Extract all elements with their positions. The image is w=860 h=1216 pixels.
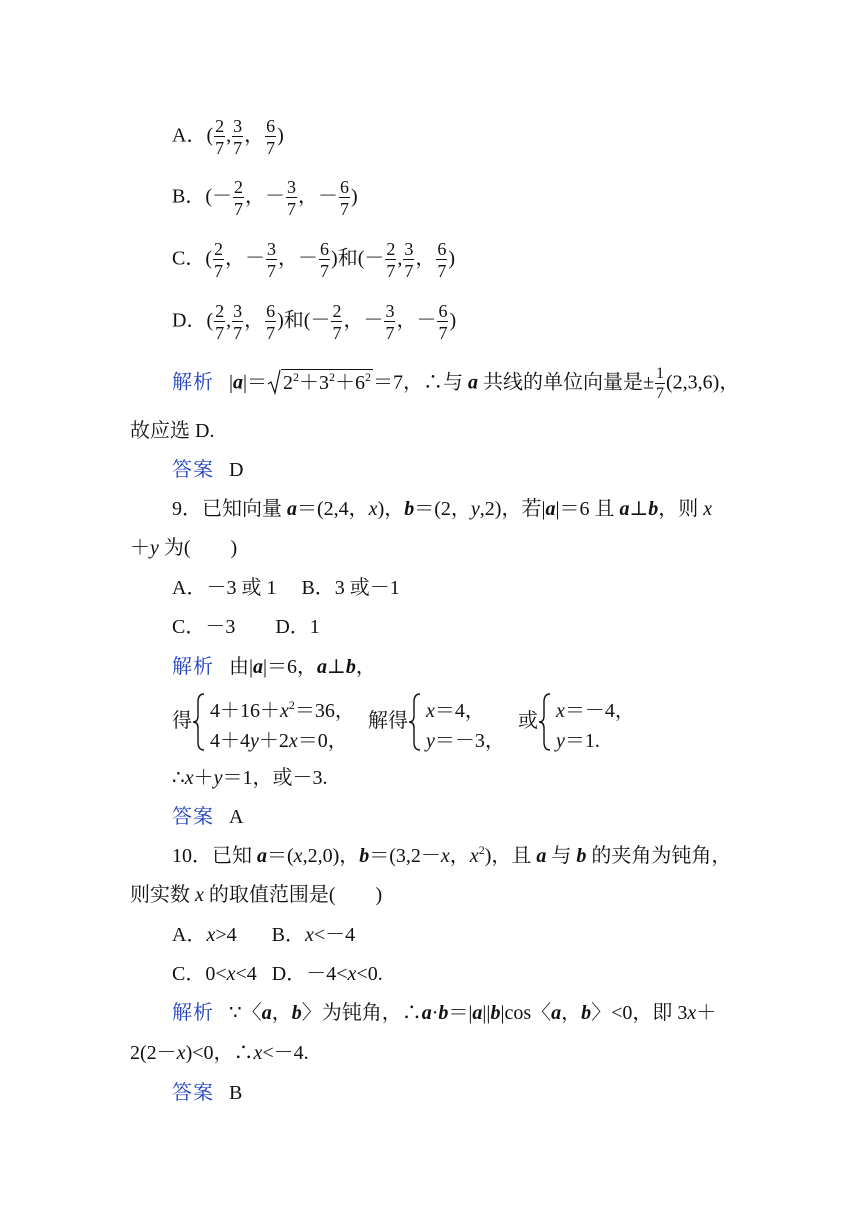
answer-label: 答案 (172, 806, 214, 828)
q9-stem-line2: ＋y 为( ) (130, 537, 238, 559)
q9-answer: 答案 A (172, 806, 244, 828)
q10-analysis: 解析 ∵〈a，b〉为钝角，∴a·b＝|a||b|cos〈a，b〉<0，即 3x＋ (172, 1002, 717, 1024)
analysis-label: 解析 (172, 656, 214, 678)
q10-options-ab: A．x>4 B．x<－4 (172, 924, 356, 946)
q10-stem-line1: 10．已知 a＝(x,2,0)，b＝(3,2－x，$x^2$)，且 a 与 b 的夹角为钝角， (172, 843, 732, 867)
analysis-label: 解析 (172, 1002, 214, 1024)
q9-huo: 或 (518, 710, 538, 732)
q10-stem-line2: 则实数 x 的取值范围是( ) (130, 884, 383, 906)
analysis-label: 解析 (172, 371, 214, 394)
q9-conclusion: ∴x＋y＝1，或－3. (172, 767, 328, 789)
q9-de: 得 (172, 710, 192, 732)
q10-analysis-line2: 2(2－x)<0，∴x<－4. (130, 1042, 309, 1064)
q8-option-a: A．( $\frac{2}{7}$ , $\frac{3}{7}$ ， $\frac{6}{7}$ ) (172, 116, 284, 158)
q8-option-d: D．( $\frac{2}{7}$ , $\frac{3}{7}$ ， $\frac{6}{7}$ )和(－ $\frac{2}{7}$ ，－ $\frac{3}{7}$ ，－ $\frac{6}{7}$ ) (172, 301, 457, 343)
q9-stem-line1: 9．已知向量 a＝(2,4，x)，b＝(2，y,2)，若|a|＝6 且 a⊥b，则 x (172, 498, 713, 520)
q9-jiede: 解得 (368, 710, 408, 732)
q9-equation-system: $4+16+x^2=36$， 4＋4y＋2x＝0， (192, 692, 372, 752)
left-brace-icon (192, 692, 206, 752)
left-brace-icon (538, 692, 552, 752)
q9-options-cd: C．－3 D．1 (172, 616, 320, 638)
left-brace-icon (408, 692, 422, 752)
q8-option-b: B．(－ $\frac{2}{7}$ ，－ $\frac{3}{7}$ ，－ $\frac{6}{7}$ ) (172, 177, 358, 219)
q8-option-c: C．( $\frac{2}{7}$ ，－ $\frac{3}{7}$ ，－ $\frac{6}{7}$ )和(－ $\frac{2}{7}$ , $\frac{3}{7}$ ， $\frac{6}{7}$ ) (172, 239, 456, 281)
q10-answer: 答案 B (172, 1082, 243, 1104)
q10-options-cd: C．0<x<4 D．－4<x<0. (172, 963, 383, 985)
q8-analysis-line2: 故应选 D. (130, 420, 215, 442)
q9-solution-2: x＝－4， y＝1. (538, 692, 658, 752)
q9-options-ab: A．－3 或 1 B．3 或－1 (172, 577, 400, 599)
sqrt-expression: $2^2+3^2+6^2$ (267, 369, 373, 396)
q8-answer: 答案 D (172, 459, 244, 481)
q9-solution-1: x＝4， y＝－3， (408, 692, 518, 752)
q8-analysis: 解析 |a|＝ $2^2+3^2+6^2 =7$，∴与 a 共线的单位向量是± $\frac{1}{7}$ (2,3,6)， (172, 365, 740, 402)
answer-label: 答案 (172, 459, 214, 481)
answer-label: 答案 (172, 1082, 214, 1104)
q9-analysis: 解析 由|a|＝6，a⊥b， (172, 656, 376, 678)
